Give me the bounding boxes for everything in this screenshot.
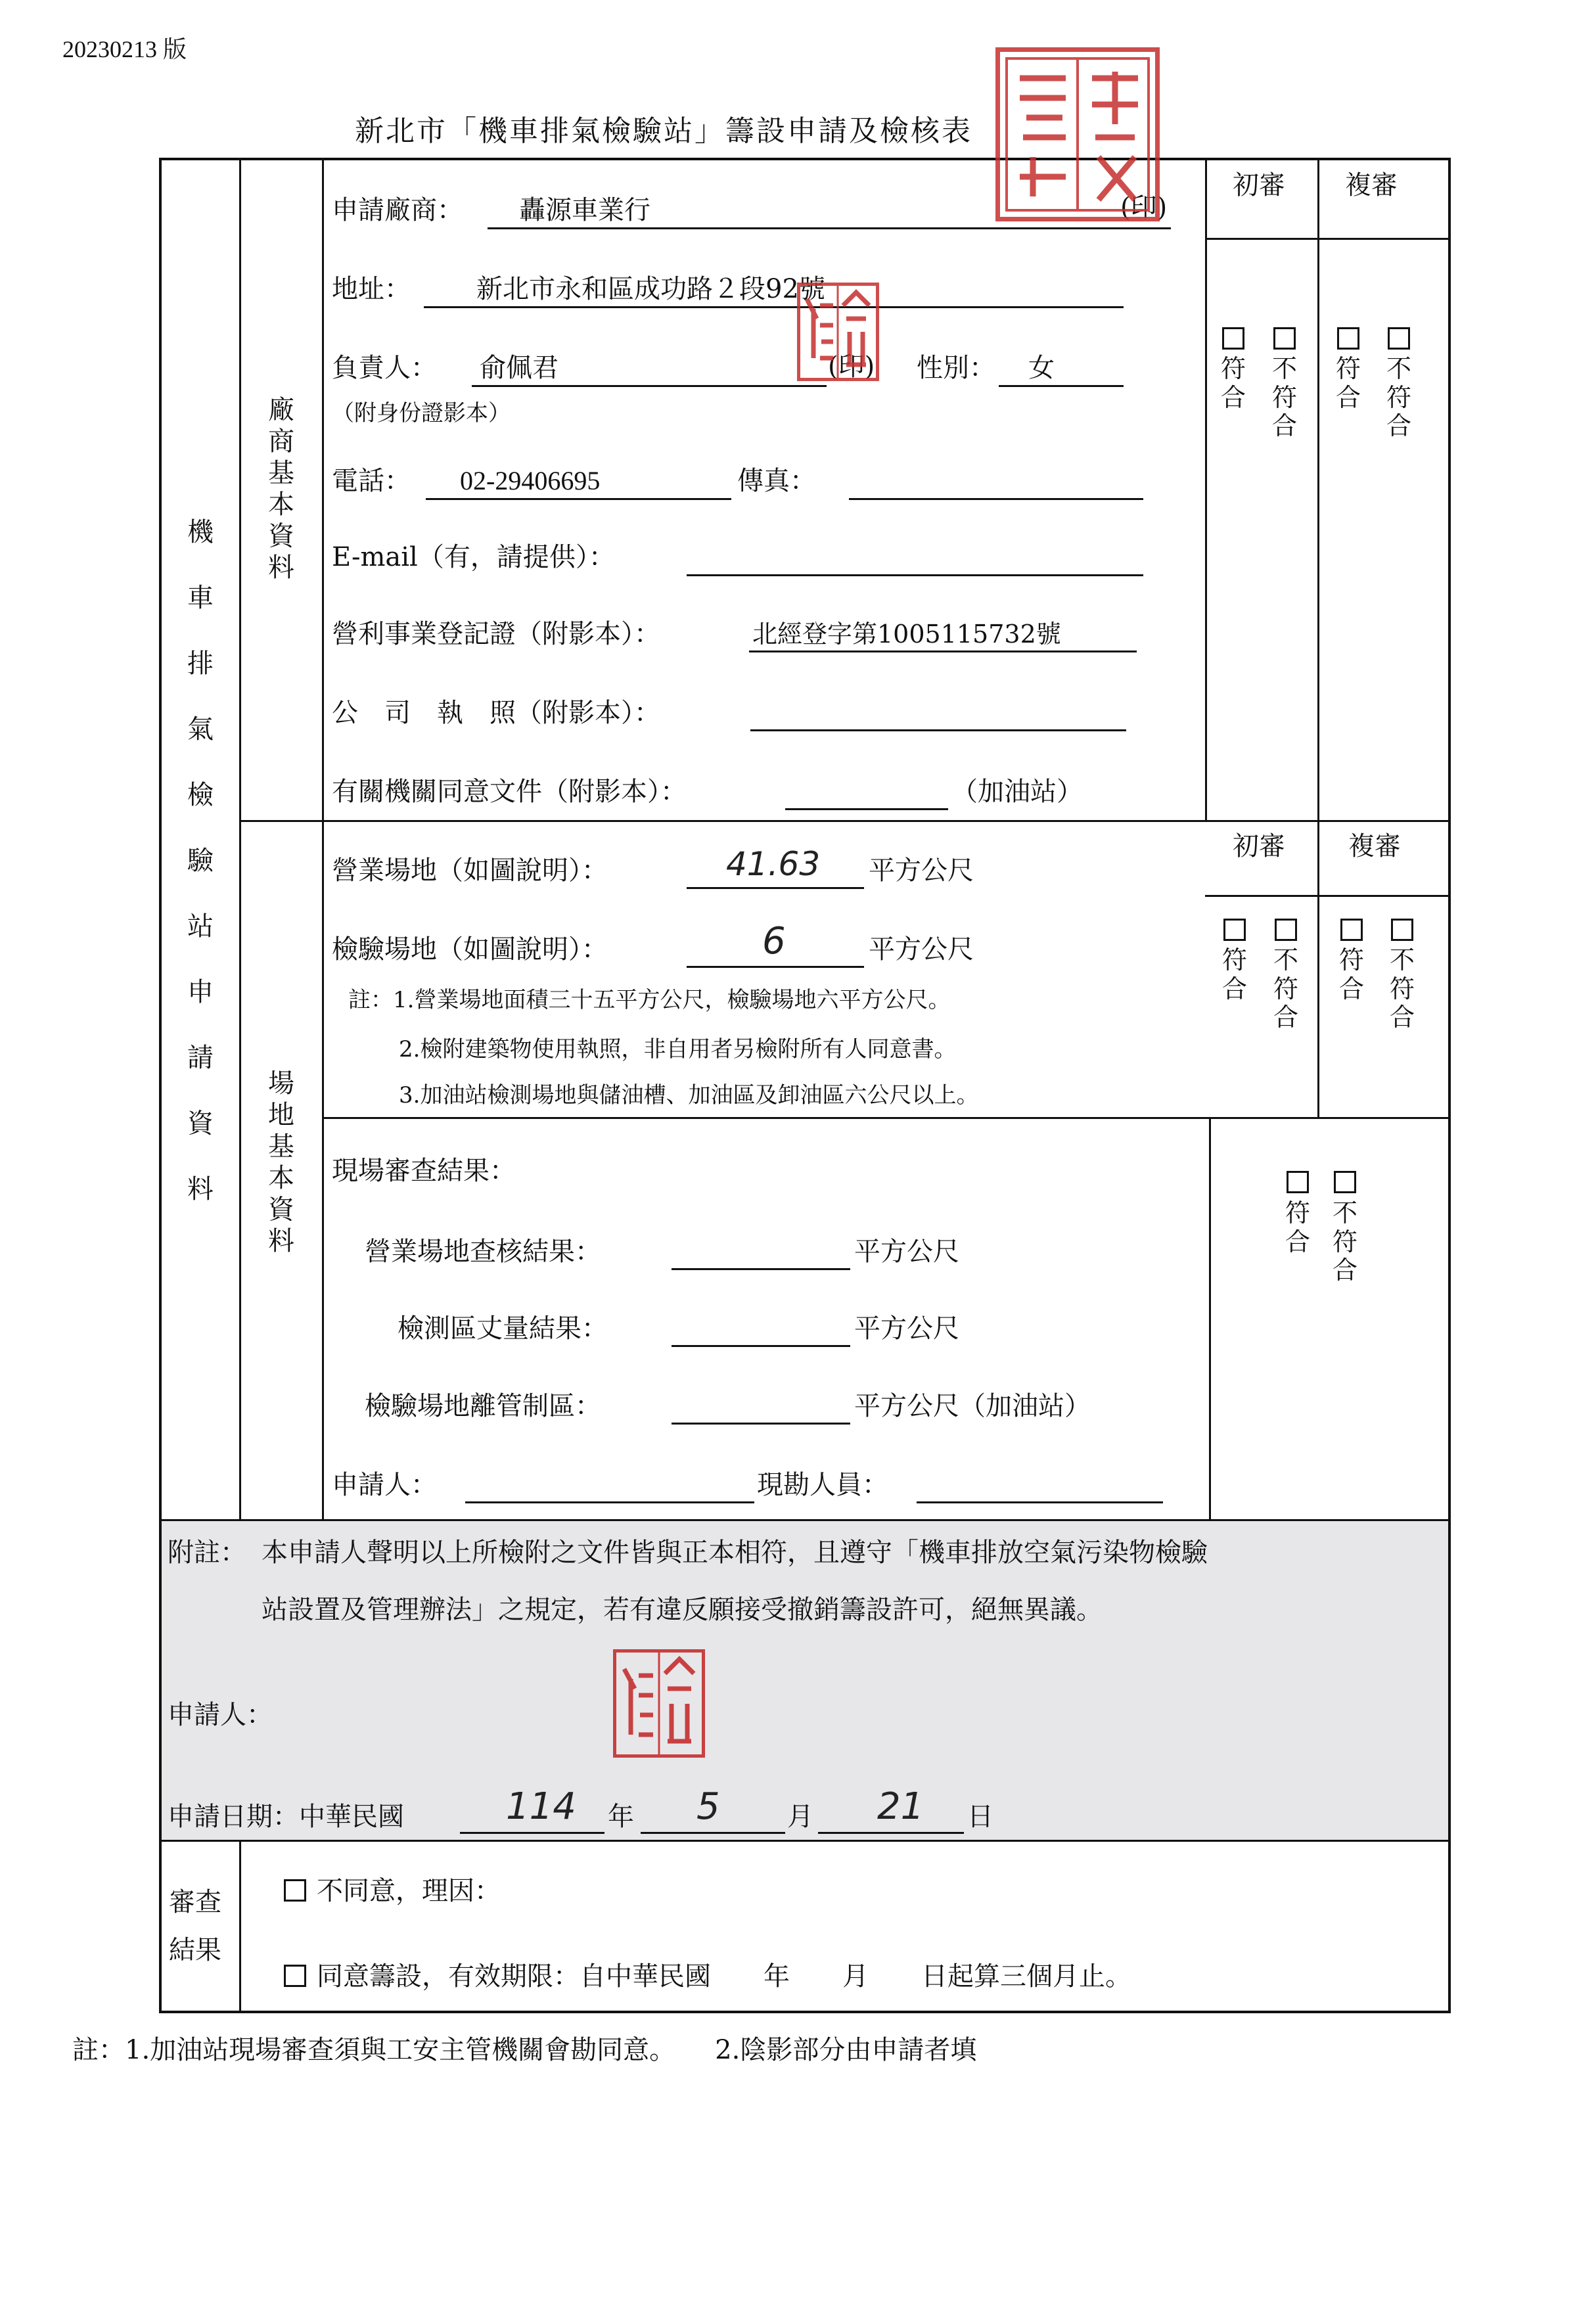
fax-underline: [849, 498, 1143, 500]
onsite-distance-underline: [672, 1423, 850, 1425]
business-area-value: 41.63: [726, 845, 821, 883]
review-first-header: 初審: [1233, 170, 1285, 200]
onsite-inspector-underline: [917, 1501, 1163, 1503]
inspect-area-unit: 平方公尺: [869, 934, 974, 965]
vendor-first-match-label: 符合: [1220, 354, 1246, 412]
apply-date-label: 申請日期：中華民國: [168, 1802, 404, 1832]
vendor-section-label: [266, 394, 296, 583]
onsite-match-checkbox[interactable]: [1287, 1171, 1309, 1193]
onsite-notmatch-label: 不符合: [1332, 1198, 1357, 1285]
owner-seal-mark: (印): [828, 352, 875, 382]
vendor-second-notmatch-label: 不符合: [1386, 354, 1411, 441]
apply-day-label: 日: [967, 1802, 993, 1832]
inspect-area-underline: [687, 966, 864, 968]
owner-seal-stamp-2: [613, 1649, 705, 1758]
site-second-match-label: 符合: [1338, 946, 1364, 1003]
phone-value: 02-29406695: [460, 466, 601, 495]
address-underline: [424, 306, 1124, 308]
onsite-business-underline: [672, 1268, 850, 1270]
company-license-label: 公 司 執 照（附影本）：: [332, 698, 660, 728]
apply-year-label: 年: [608, 1802, 634, 1832]
applicant-seal-mark: (印): [1120, 193, 1168, 223]
agree-label: 同意籌設，有效期限：自中華民國 年 月 日起算三個月止。: [317, 1961, 1131, 1992]
site-review-first-header: 初審: [1233, 831, 1285, 861]
email-label: E-mail（有，請提供）：: [332, 542, 615, 572]
site-first-notmatch-label: 不符合: [1273, 946, 1298, 1032]
site-first-notmatch-checkbox[interactable]: [1275, 919, 1297, 941]
site-note-2: 2.檢附建築物使用執照，非自用者另檢附所有人同意書。: [399, 1036, 957, 1062]
onsite-measure-underline: [672, 1345, 850, 1347]
business-reg-underline: [749, 650, 1137, 652]
consent-doc-suffix: （加油站）: [951, 777, 1083, 807]
vendor-second-match-checkbox[interactable]: [1337, 327, 1359, 350]
onsite-business-unit: 平方公尺: [854, 1237, 959, 1267]
gender-underline: [999, 385, 1124, 387]
onsite-title: 現場審查結果：: [332, 1156, 516, 1186]
company-license-underline: [750, 729, 1126, 731]
owner-underline: [472, 385, 827, 387]
owner-seal-graphic-2: [616, 1653, 702, 1754]
declaration-line-2: 站設置及管理辦法」之規定，若有違反願接受撤銷籌設許可，絕無異議。: [262, 1595, 1103, 1625]
vendor-first-notmatch-checkbox[interactable]: [1273, 327, 1296, 350]
result-label-1: 審查: [169, 1887, 221, 1917]
onsite-distance-label: 檢驗場地離管制區：: [365, 1391, 601, 1421]
gender-value: 女: [1028, 353, 1055, 383]
vendor-section-text: 廠商基本資料: [268, 395, 294, 583]
site-second-notmatch-label: 不符合: [1389, 946, 1415, 1032]
result-label-2: 結果: [169, 1935, 221, 1965]
agree-checkbox[interactable]: [284, 1965, 306, 1987]
owner-seal-graphic-1: [800, 286, 876, 382]
onsite-applicant-label: 申請人：: [332, 1470, 437, 1500]
address-value: 新北市永和區成功路２段92號: [476, 274, 825, 304]
business-area-unit: 平方公尺: [869, 856, 974, 886]
footer-note: 註：1.加油站現場審查須與工安主管機關會勘同意。 2.陰影部分由申請者填: [72, 2035, 977, 2065]
onsite-match-label: 符合: [1285, 1198, 1310, 1256]
onsite-inspector-label: 現勘人員：: [757, 1470, 888, 1500]
email-underline: [687, 574, 1143, 576]
vendor-first-notmatch-label: 不符合: [1271, 354, 1297, 441]
vendor-second-match-label: 符合: [1335, 354, 1361, 412]
apply-month-underline: [641, 1832, 785, 1834]
owner-value: 俞佩君: [480, 353, 559, 383]
declaration-applicant-label: 申請人：: [168, 1700, 273, 1730]
disagree-label: 不同意，理因：: [317, 1876, 501, 1906]
outer-column-label: [185, 499, 216, 1222]
fax-label: 傳真：: [737, 466, 816, 496]
declaration-line-1: 本申請人聲明以上所檢附之文件皆與正本相符，且遵守「機車排放空氣污染物檢驗: [262, 1538, 1208, 1568]
site-second-match-checkbox[interactable]: [1340, 919, 1363, 941]
address-label: 地址：: [332, 274, 411, 304]
onsite-notmatch-checkbox[interactable]: [1334, 1171, 1356, 1193]
site-first-match-checkbox[interactable]: [1223, 919, 1246, 941]
outer-column-text: 機車排氣檢驗站申請資料: [187, 517, 214, 1204]
applicant-value: 轟源車業行: [519, 195, 650, 225]
site-review-second-header: 複審: [1348, 831, 1401, 861]
site-second-notmatch-checkbox[interactable]: [1391, 919, 1413, 941]
site-section-label: [266, 1068, 296, 1257]
onsite-measure-label: 檢測區丈量結果：: [398, 1313, 608, 1344]
business-reg-label: 營利事業登記證（附影本）：: [332, 619, 660, 649]
business-area-label: 營業場地（如圖說明）：: [332, 856, 608, 886]
shade-declaration: [160, 1520, 1450, 1840]
applicant-label: 申請廠商：: [332, 195, 463, 225]
onsite-measure-unit: 平方公尺: [854, 1313, 959, 1344]
apply-day-underline: [818, 1832, 964, 1834]
apply-month-label: 月: [787, 1802, 813, 1832]
phone-label: 電話：: [332, 466, 411, 496]
site-first-match-label: 符合: [1221, 946, 1247, 1003]
vendor-first-match-checkbox[interactable]: [1222, 327, 1244, 350]
apply-year-underline: [460, 1832, 604, 1834]
owner-seal-stamp-1: [797, 283, 879, 381]
applicant-underline: [488, 227, 1171, 229]
site-note-1: 註：1.營業場地面積三十五平方公尺，檢驗場地六平方公尺。: [348, 987, 951, 1013]
owner-label: 負責人：: [332, 353, 437, 383]
apply-year-value: 114: [506, 1785, 576, 1828]
review-second-header: 複審: [1345, 170, 1398, 200]
site-note-3: 3.加油站檢測場地與儲油槽、加油區及卸油區六公尺以上。: [399, 1082, 979, 1108]
business-area-underline: [687, 887, 864, 889]
inspect-area-label: 檢驗場地（如圖說明）：: [332, 934, 608, 965]
inspect-area-value: 6: [762, 920, 786, 963]
gender-label: 性別：: [917, 353, 995, 383]
page-title: 新北市「機車排氣檢驗站」籌設申請及檢核表: [355, 114, 972, 148]
version-label: 20230213 版: [62, 36, 187, 62]
consent-doc-label: 有關機關同意文件（附影本）：: [332, 777, 687, 807]
onsite-distance-unit: 平方公尺（加油站）: [854, 1391, 1091, 1421]
disagree-checkbox[interactable]: [284, 1879, 306, 1902]
consent-doc-underline: [785, 808, 948, 810]
onsite-business-label: 營業場地查核結果：: [365, 1237, 601, 1267]
business-reg-value: 北經登字第1005115732號: [752, 620, 1061, 649]
phone-underline: [426, 498, 731, 500]
declaration-prefix: 附註：: [168, 1538, 246, 1568]
onsite-applicant-underline: [465, 1501, 754, 1503]
apply-month-value: 5: [696, 1785, 720, 1828]
id-copy-note: （附身份證影本）: [332, 400, 511, 426]
company-seal-stamp: [995, 47, 1160, 221]
apply-day-value: 21: [877, 1785, 924, 1828]
site-section-text: 場地基本資料: [268, 1068, 294, 1256]
company-seal-graphic: [1000, 52, 1155, 217]
vendor-second-notmatch-checkbox[interactable]: [1388, 327, 1410, 350]
